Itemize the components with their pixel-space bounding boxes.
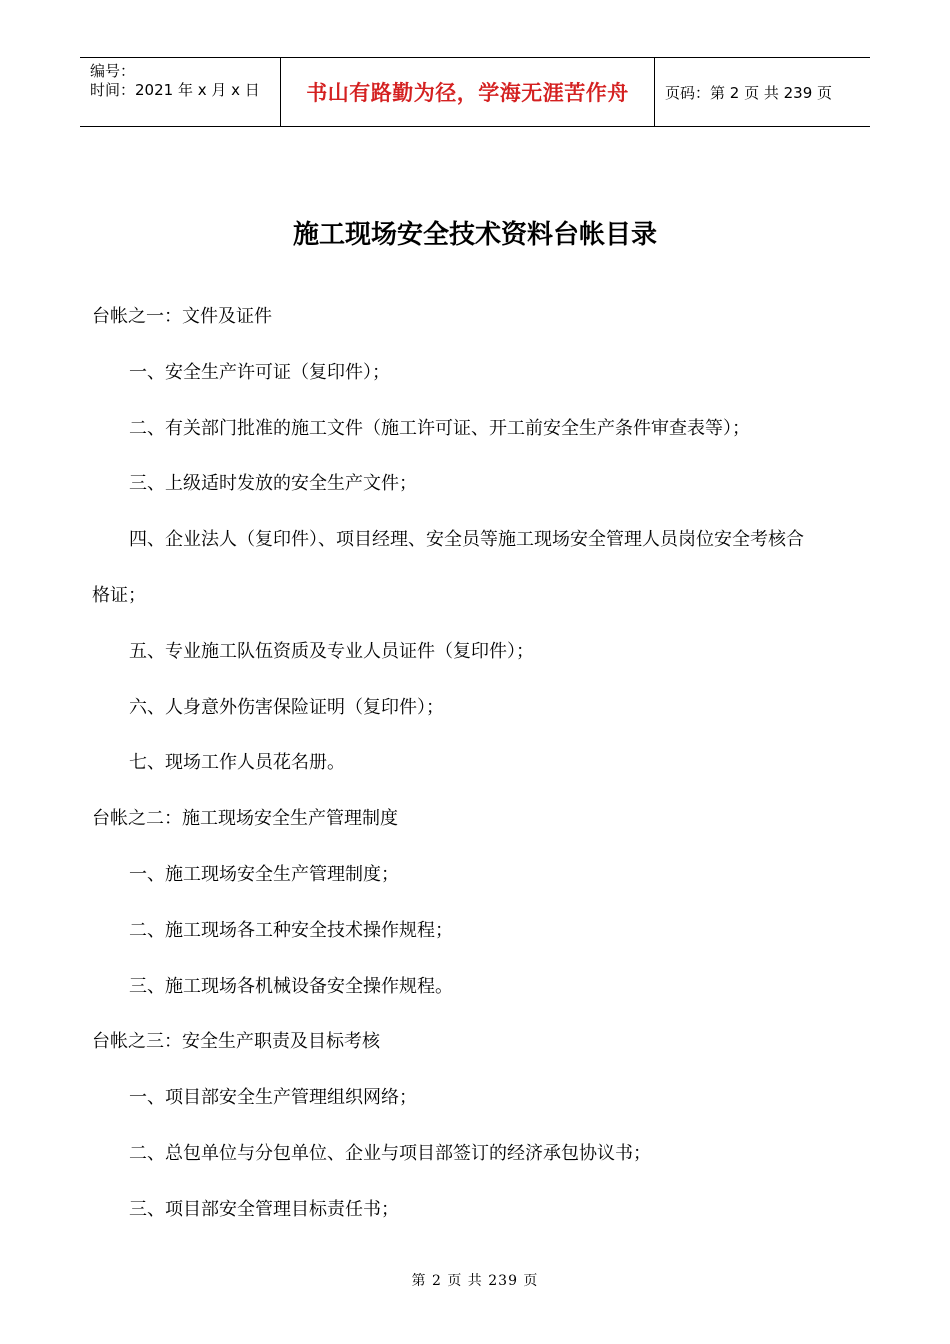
list-item: 二、施工现场各工种安全技术操作规程； [129, 919, 453, 941]
section-heading-2: 台帐之二：施工现场安全生产管理制度 [92, 808, 398, 830]
section-heading-3: 台帐之三：安全生产职责及目标考核 [92, 1031, 380, 1053]
header-meta-cell [80, 58, 281, 126]
document-header [80, 57, 870, 127]
page-footer: 第 2 页 共 239 页 [411, 1273, 539, 1289]
document-title: 施工现场安全技术资料台帐目录 [292, 220, 657, 250]
list-item: 三、项目部安全管理目标责任书； [129, 1198, 399, 1220]
list-item: 三、上级适时发放的安全生产文件； [129, 473, 417, 495]
list-item: 二、总包单位与分包单位、企业与项目部签订的经济承包协议书； [129, 1142, 651, 1164]
list-item: 二、有关部门批准的施工文件（施工许可证、开工前安全生产条件审查表等）； [129, 417, 750, 439]
list-item-continuation: 格证； [92, 584, 146, 606]
list-item: 一、施工现场安全生产管理制度； [129, 863, 399, 885]
list-item: 三、施工现场各机械设备安全操作规程。 [129, 975, 453, 997]
header-motto: 书山有路勤为径，学海无涯苦作舟 [281, 58, 655, 126]
document-number-label: 编号： [90, 62, 136, 80]
section-heading-1: 台帐之一：文件及证件 [92, 306, 272, 327]
document-time-label: 时间：2021 年 x 月 x 日 [90, 81, 260, 99]
list-item: 六、人身意外伤害保险证明（复印件）； [129, 696, 444, 718]
document-body [92, 297, 862, 1246]
header-page-info: 页码：第 2 页 共 239 页 [665, 83, 833, 102]
list-item: 五、专业施工队伍资质及专业人员证件（复印件）； [129, 640, 534, 662]
list-item: 一、安全生产许可证（复印件）； [129, 361, 390, 383]
list-item: 七、现场工作人员花名册。 [129, 752, 345, 774]
list-item: 一、项目部安全生产管理组织网络； [129, 1087, 417, 1109]
list-item: 四、企业法人（复印件）、项目经理、安全员等施工现场安全管理人员岗位安全考核合 [129, 529, 804, 551]
